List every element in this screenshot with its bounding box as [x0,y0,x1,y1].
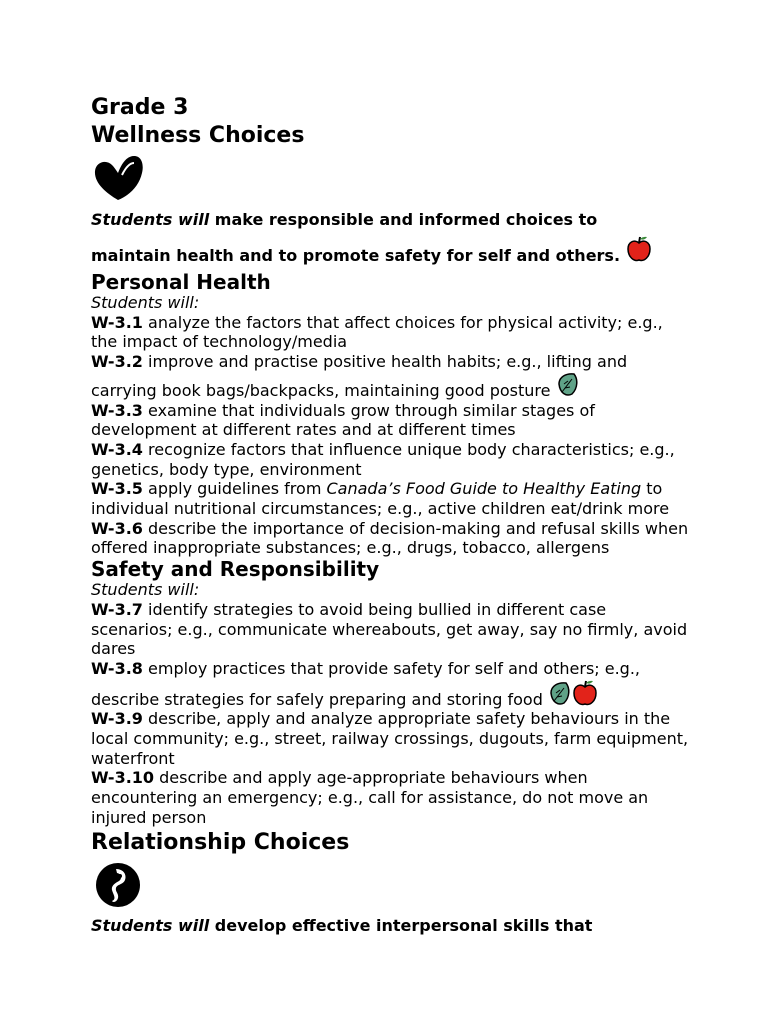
grade-heading: Grade 3 [91,95,189,120]
outcome-w-3-2: W-3.2 improve and practise positive health habits; e.g., lifting and carrying book bags/backpacks, maintaining good posture [91,352,628,400]
relationship-choices-heading: Relationship Choices [91,829,350,855]
outcome-w-3-5: W-3.5 apply guidelines from Canada’s Food Guide to Healthy Eating to individual nutritional circumstances; e.g., active children eat/drink more [91,479,670,519]
outcome-w-3-7: W-3.7 identify strategies to avoid being bullied in different case scenarios; e.g., communicate whereabouts, get away, say no firmly, avoid dares [91,599,688,659]
outcome-w-3-1: W-3.1 analyze the factors that affect choices for physical activity; e.g., the impact of technology/media [91,312,663,352]
outcome-w-3-9: W-3.9 describe, apply and analyze appropriate safety behaviours in the local community; e.g., street, railway crossings, dugouts, farm equipment, waterfront [91,709,689,768]
personal-health-students-will: Students will: [91,293,200,312]
students-will-emphasis: Students will [91,915,210,935]
safety-heading: Safety and Responsibility [91,557,380,582]
document-page [91,94,691,941]
personal-health-heading: Personal Health [91,270,271,294]
safety-students-will: Students will: [91,580,200,600]
outcome-w-3-6: W-3.6 describe the importance of decision-making and refusal skills when offered inappropriate substances; e.g., drugs, tobacco, allergens [91,518,689,558]
leaf-icon [548,681,572,707]
outcome-w-3-8: W-3.8 employ practices that provide safety for self and others; e.g., describe strategies for safely preparing and storing food [91,658,641,709]
students-will-emphasis: Students will [91,210,210,229]
food-guide-title: Canada’s Food Guide to Healthy Eating [326,479,642,499]
leaf-icon [556,372,580,398]
outcome-w-3-3: W-3.3 examine that individuals grow through similar stages of development at different rates and at different times [91,400,595,440]
wellness-choices-heading: Wellness Choices [91,123,305,148]
apple-icon [572,679,598,707]
wellness-intro: Students will make responsible and informed choices to maintain health and to promote safety for self and others. [91,205,691,271]
heart-icon [92,153,144,203]
relationship-intro: Students will develop effective interpersonal skills that [91,915,593,935]
outcome-w-3-4: W-3.4 recognize factors that influence unique body characteristics; e.g., genetics, body type, environment [91,439,675,479]
relationship-logo-icon [92,861,144,909]
outcome-w-3-10: W-3.10 describe and apply age-appropriate behaviours when encountering an emergency; e.g., call for assistance, do not move an injured person [91,768,649,827]
apple-icon [626,235,652,263]
